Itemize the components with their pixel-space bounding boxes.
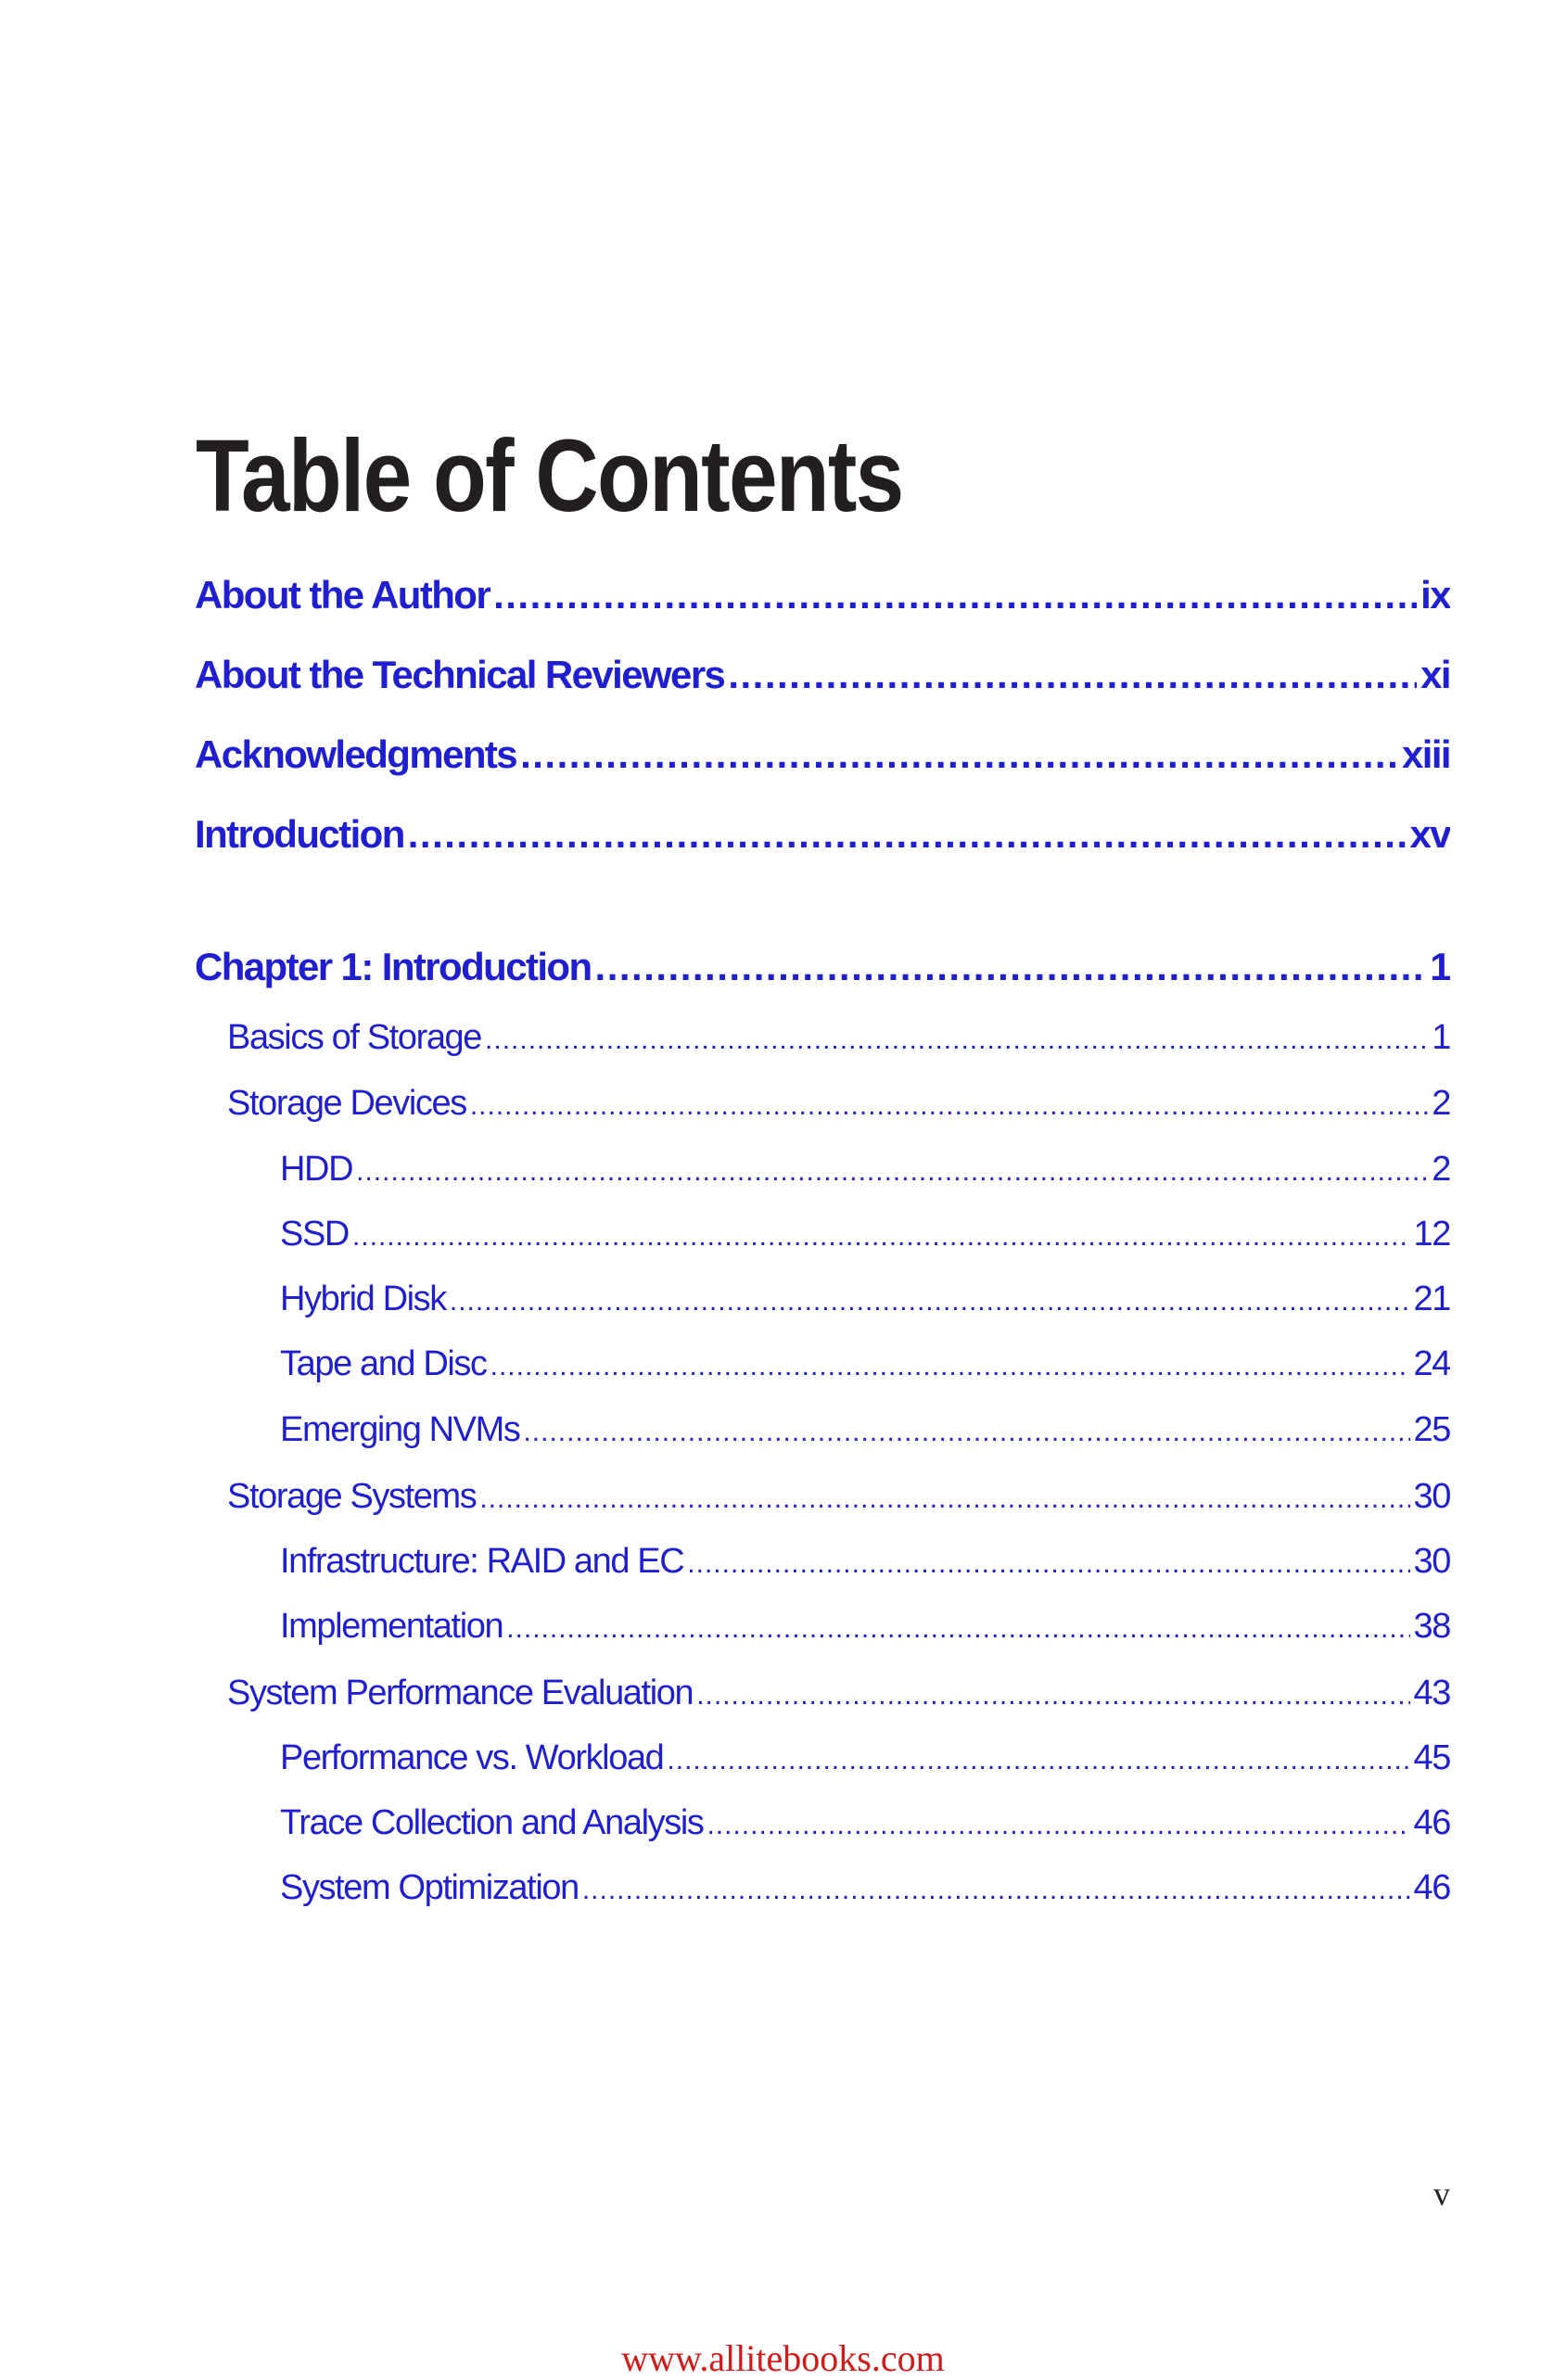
toc-entry-page: 25 [1413, 1410, 1450, 1449]
toc-entry-label: SSD [280, 1215, 349, 1254]
toc-entry-system-performance-evaluation[interactable] [227, 1674, 1450, 1713]
dot-leader [582, 1875, 1410, 1906]
dot-leader [490, 1351, 1410, 1382]
dot-leader [408, 812, 1407, 857]
toc-entry-label: Performance vs. Workload [280, 1738, 664, 1777]
toc-entry-introduction[interactable] [195, 812, 1450, 857]
toc-entry-basics-of-storage[interactable] [227, 1018, 1450, 1058]
toc-entry-page: 1 [1430, 945, 1450, 988]
dot-leader [356, 1156, 1428, 1188]
toc-entry-about-the-author[interactable] [195, 573, 1450, 617]
dot-leader [520, 732, 1398, 777]
toc-entry-label: Implementation [280, 1607, 503, 1646]
toc-entry-page: 46 [1413, 1803, 1450, 1842]
dot-leader [493, 573, 1417, 617]
toc-entry-emerging-nvms[interactable] [280, 1410, 1450, 1450]
dot-leader [707, 1810, 1409, 1841]
toc-entry-label: Basics of Storage [227, 1018, 482, 1057]
toc-entry-label: Introduction [195, 812, 404, 856]
toc-entry-page: 21 [1413, 1279, 1450, 1318]
toc-entry-label: Storage Systems [227, 1477, 477, 1516]
toc-entry-label: System Optimization [280, 1868, 579, 1907]
toc-entry-implementation[interactable] [280, 1607, 1450, 1647]
toc-entry-page: 2 [1432, 1084, 1450, 1123]
toc-entry-page: ix [1420, 573, 1450, 617]
toc-entry-storage-devices[interactable] [227, 1084, 1450, 1124]
toc-entry-label: Chapter 1: Introduction [195, 945, 592, 988]
dot-leader [687, 1548, 1409, 1580]
watermark-link[interactable]: www.allitebooks.com [621, 2337, 945, 2379]
toc-entry-page: 2 [1432, 1150, 1450, 1189]
toc-entry-label: Storage Devices [227, 1084, 466, 1123]
toc-entry-page: 12 [1413, 1215, 1450, 1254]
toc-entry-infrastructure-raid-and-ec[interactable] [280, 1542, 1450, 1582]
dot-leader [450, 1286, 1410, 1317]
dot-leader [667, 1745, 1409, 1776]
dot-leader [479, 1483, 1409, 1515]
toc-entry-page: 45 [1413, 1738, 1450, 1777]
page-number: v [1433, 2175, 1450, 2212]
toc-entry-page: 30 [1413, 1542, 1450, 1581]
dot-leader [595, 945, 1427, 989]
toc-entry-label: Tape and Disc [280, 1344, 487, 1383]
dot-leader [352, 1221, 1410, 1253]
toc-entry-label: About the Technical Reviewers [195, 653, 725, 696]
toc-entry-hdd[interactable] [280, 1150, 1450, 1190]
toc-entry-page: 43 [1413, 1674, 1450, 1712]
dot-leader [485, 1025, 1428, 1056]
toc-entry-system-optimization[interactable] [280, 1868, 1450, 1908]
dot-leader [523, 1417, 1409, 1448]
toc-entry-hybrid-disk[interactable] [280, 1279, 1450, 1319]
toc-entry-ssd[interactable] [280, 1215, 1450, 1254]
toc-entry-page: 24 [1413, 1344, 1450, 1383]
toc-entry-label: Acknowledgments [195, 732, 517, 776]
dot-leader [696, 1680, 1409, 1712]
toc-entry-storage-systems[interactable] [227, 1477, 1450, 1517]
toc-entry-label: About the Author [195, 573, 490, 617]
toc-entry-trace-collection-and-analysis[interactable] [280, 1803, 1450, 1843]
toc-entry-label: Hybrid Disk [280, 1279, 446, 1318]
dot-leader [728, 653, 1417, 697]
toc-entry-page: xi [1420, 653, 1450, 696]
dot-leader [470, 1090, 1428, 1122]
toc-entry-page: xv [1409, 812, 1450, 856]
toc-entry-label: Emerging NVMs [280, 1410, 520, 1449]
toc-entry-chapter-1[interactable] [195, 945, 1450, 989]
toc-entry-acknowledgments[interactable] [195, 732, 1450, 777]
toc-entry-about-the-technical-reviewers[interactable] [195, 653, 1450, 697]
toc-entry-page: xiii [1402, 732, 1450, 776]
page-title: Table of Contents [196, 418, 903, 533]
toc-entry-performance-vs-workload[interactable] [280, 1738, 1450, 1778]
toc-entry-label: HDD [280, 1150, 353, 1189]
toc-entry-label: Trace Collection and Analysis [280, 1803, 704, 1842]
toc-entry-page: 46 [1413, 1868, 1450, 1907]
toc-entry-label: Infrastructure: RAID and EC [280, 1542, 684, 1581]
toc-entry-page: 38 [1413, 1607, 1450, 1646]
toc-entry-page: 1 [1432, 1018, 1450, 1057]
toc-entry-tape-and-disc[interactable] [280, 1344, 1450, 1384]
toc-entry-label: System Performance Evaluation [227, 1674, 694, 1712]
toc-entry-page: 30 [1413, 1477, 1450, 1516]
dot-leader [506, 1613, 1409, 1645]
